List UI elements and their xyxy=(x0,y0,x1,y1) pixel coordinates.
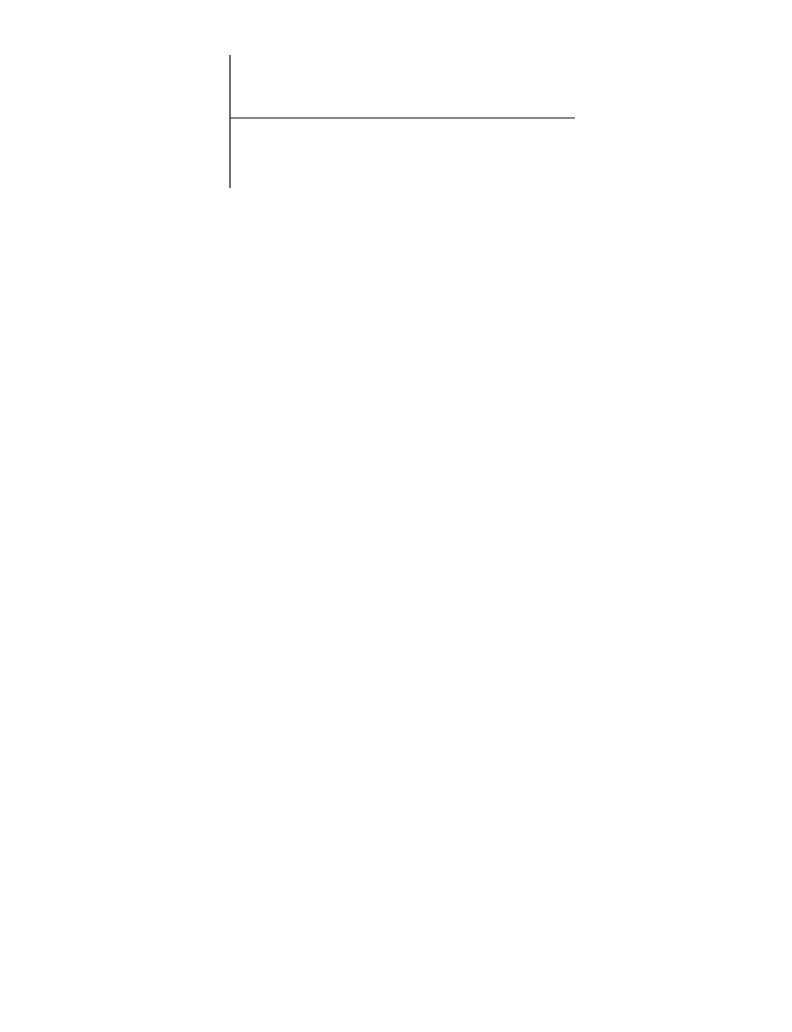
figure-1 xyxy=(0,0,792,405)
body-text xyxy=(88,503,748,513)
